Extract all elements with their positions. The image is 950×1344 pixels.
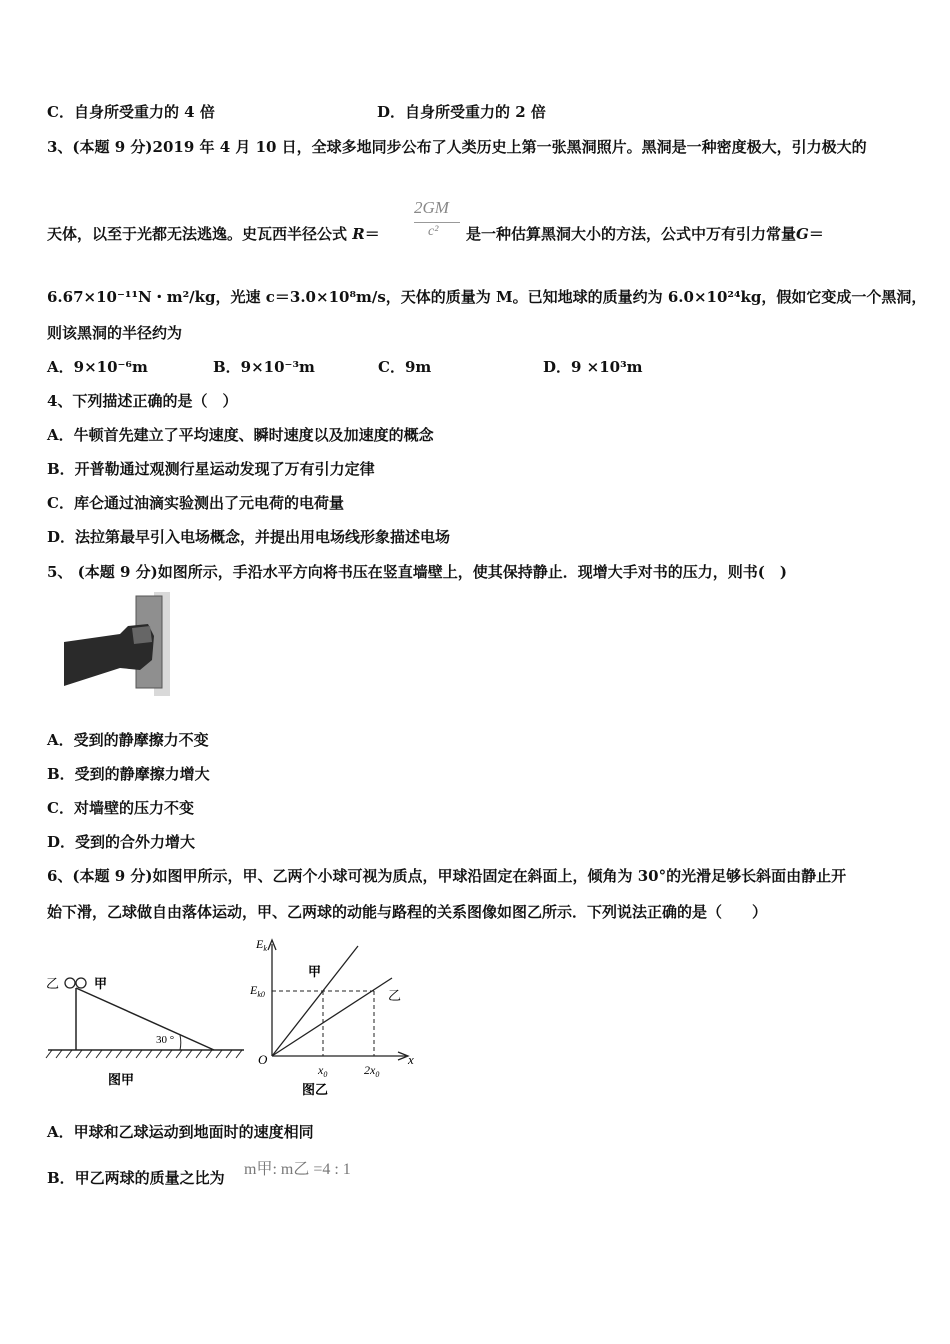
q4-stem: 4、下列描述正确的是（ ） bbox=[47, 392, 238, 410]
figure-b-caption: 图乙 bbox=[302, 1082, 329, 1097]
q3-eq: ＝ bbox=[364, 225, 380, 243]
angle-label: 30 ° bbox=[156, 1034, 175, 1046]
q3-option-a: A．9×10⁻⁶m bbox=[47, 358, 148, 376]
line-yi bbox=[272, 978, 392, 1056]
q6-stem-line2: 始下滑，乙球做自由落体运动，甲、乙两球的动能与路程的关系图像如图乙所示．下列说法正确的是（ ） bbox=[47, 903, 768, 921]
origin-label: O bbox=[258, 1052, 268, 1067]
q5-option-b: B．受到的静摩擦力增大 bbox=[47, 765, 210, 783]
q3-stem-line1: 3、(本题 9 分)2019 年 4 月 10 日，全球多地同步公布了人类历史上第一张黑洞照片。黑洞是一种密度极大，引力极大的 bbox=[47, 138, 867, 156]
angle-arc bbox=[180, 1035, 181, 1050]
line-yi-label: 乙 bbox=[388, 988, 402, 1003]
ball-jia bbox=[76, 978, 86, 988]
ek0-label: $E_{k0}$ bbox=[250, 983, 265, 999]
q5-option-d: D．受到的合外力增大 bbox=[47, 833, 196, 851]
figure-incline bbox=[44, 968, 250, 1092]
ground-hatching bbox=[46, 1050, 242, 1058]
q3-stem-line2 bbox=[47, 224, 380, 244]
q2-option-d: D．自身所受重力的 2 倍 bbox=[377, 103, 546, 121]
q5-option-a: A．受到的静摩擦力不变 bbox=[47, 731, 209, 749]
q6-stem-line1: 6、(本题 9 分)如图甲所示，甲、乙两个小球可视为质点，甲球沿固定在斜面上，倾角为 30°的光滑足够长斜面由静止开 bbox=[47, 867, 847, 885]
figure-ek-graph bbox=[250, 932, 430, 1102]
mass-ratio: m甲: m乙 =4 : 1 bbox=[244, 1161, 351, 1178]
q3-option-b: B．9×10⁻³m bbox=[213, 358, 315, 376]
q3-stem-line2-post bbox=[466, 224, 824, 244]
q3-line2-pre: 天体，以至于光都无法逃逸。史瓦西半径公式 bbox=[47, 225, 353, 243]
2x0-label: $2x_0$ bbox=[364, 1063, 380, 1079]
q6-option-b-text: B．甲乙两球的质量之比为 bbox=[47, 1169, 225, 1187]
fraction-bar bbox=[414, 222, 460, 223]
figure-a-caption: 图甲 bbox=[108, 1072, 135, 1087]
q4-option-c: C．库仑通过油滴实验测出了元电荷的电荷量 bbox=[47, 494, 344, 512]
ball-yi bbox=[65, 978, 75, 988]
q3-option-d: D．9 ×10³m bbox=[543, 358, 643, 376]
q6-option-b bbox=[47, 1168, 225, 1188]
x-axis-label: x bbox=[408, 1052, 414, 1067]
label-yi: 乙 bbox=[46, 976, 60, 991]
q4-option-a: A．牛顿首先建立了平均速度、瞬时速度以及加速度的概念 bbox=[47, 426, 434, 444]
line-jia-label: 甲 bbox=[308, 964, 322, 979]
q3-line2-post: 是一种估算黑洞大小的方法，公式中万有引力常量 bbox=[466, 225, 797, 243]
q6-option-a: A．甲球和乙球运动到地面时的速度相同 bbox=[47, 1123, 314, 1141]
hand-fingers bbox=[132, 626, 152, 644]
label-jia: 甲 bbox=[94, 976, 108, 991]
q3-stem-line4: 则该黑洞的半径约为 bbox=[47, 324, 183, 342]
q5-stem: 5、 (本题 9 分)如图所示，手沿水平方向将书压在竖直墙壁上，使其保持静止．现增大手对书的压力，则书( ) bbox=[47, 563, 787, 581]
q3-G: G bbox=[796, 225, 809, 243]
fraction-numerator: 2GM bbox=[414, 198, 449, 217]
hand-pressing-book-photo bbox=[62, 590, 176, 698]
q3-stem-line3: 6.67×10⁻¹¹N・m²/kg，光速 c＝3.0×10⁸m/s，天体的质量为 M。已知地球的质量约为 6.0×10²⁴kg，假如它变成一个黑洞， bbox=[47, 288, 927, 306]
fraction-denominator: c² bbox=[428, 224, 439, 239]
schwarzschild-fraction bbox=[414, 198, 464, 246]
q2-option-c: C．自身所受重力的 4 倍 bbox=[47, 103, 215, 121]
q3-option-c: C．9m bbox=[378, 358, 432, 376]
line-jia bbox=[272, 946, 358, 1056]
y-axis-label: $E_k$ bbox=[256, 937, 267, 953]
q3-G-eq: ＝ bbox=[808, 225, 824, 243]
incline-slope bbox=[76, 988, 214, 1050]
q5-option-c: C．对墙壁的压力不变 bbox=[47, 799, 194, 817]
q4-option-d: D．法拉第最早引入电场概念，并提出用电场线形象描述电场 bbox=[47, 528, 451, 546]
q3-R: R bbox=[352, 225, 365, 243]
x0-label: $x_0$ bbox=[318, 1063, 328, 1079]
q4-option-b: B．开普勒通过观测行星运动发现了万有引力定律 bbox=[47, 460, 375, 478]
